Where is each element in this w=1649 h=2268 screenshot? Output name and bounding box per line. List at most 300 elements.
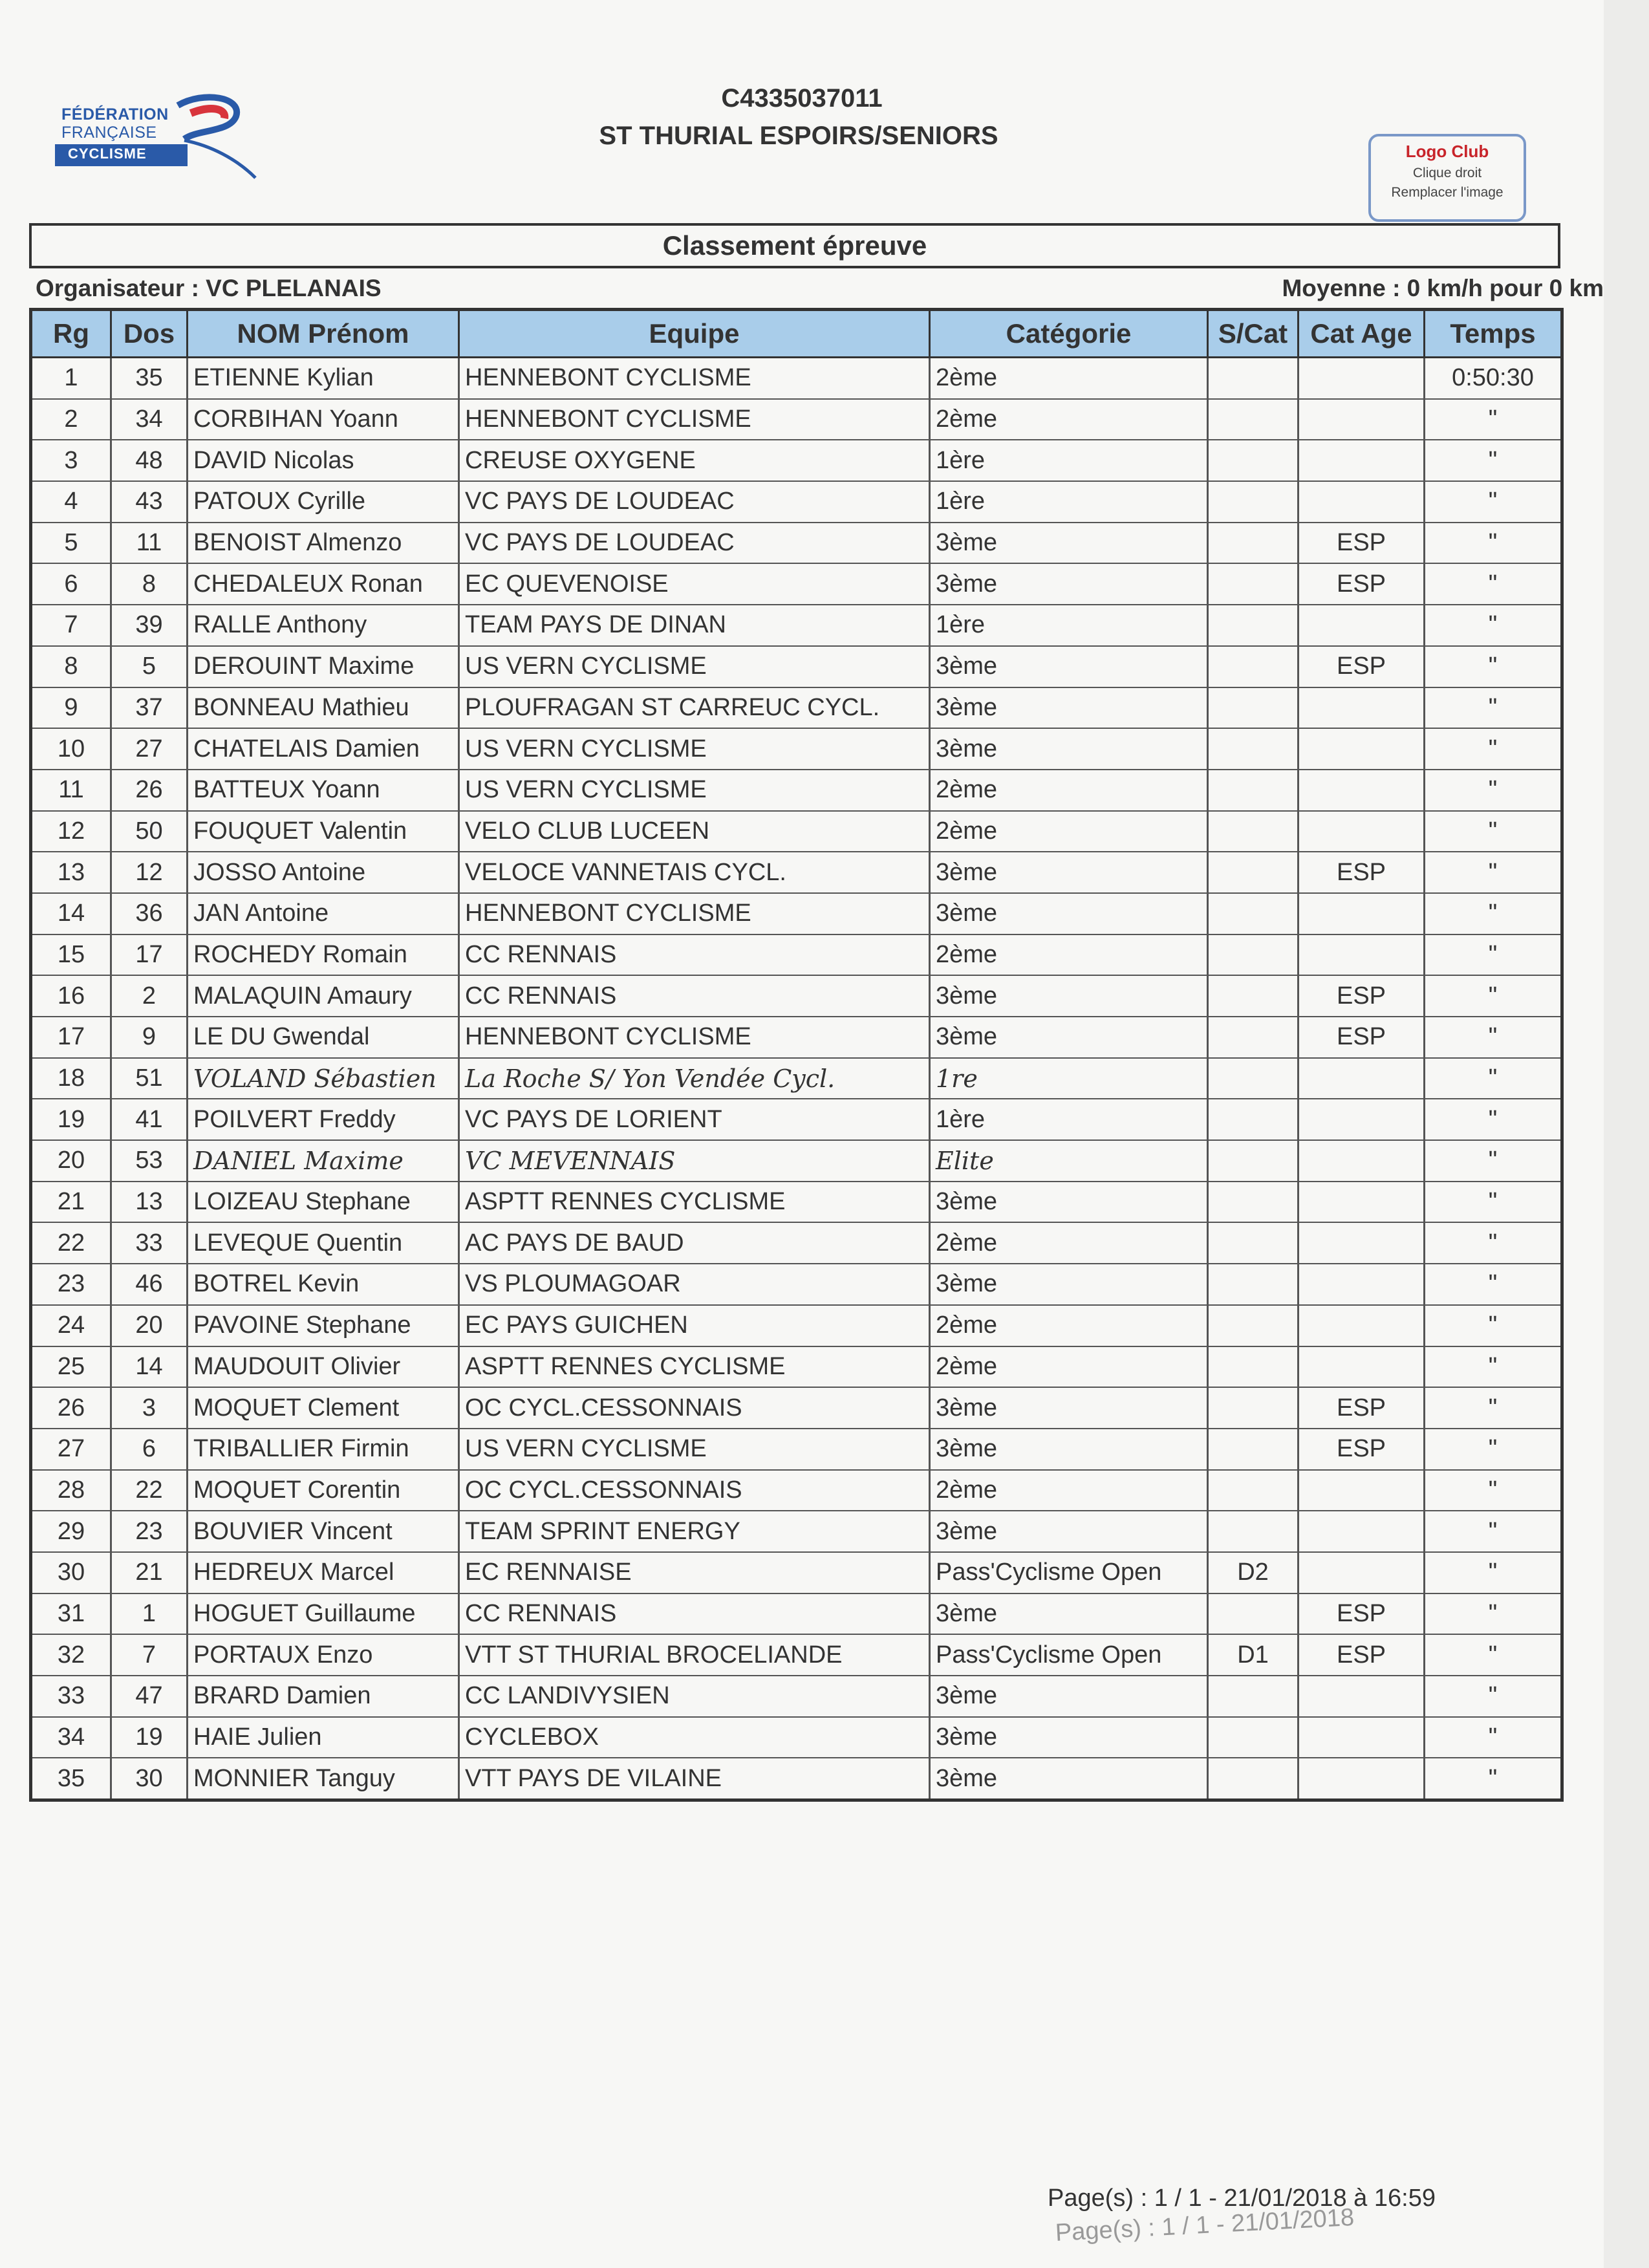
table-row <box>31 1099 1562 1140</box>
table-cell: 1ère <box>930 1099 1208 1140</box>
table-cell <box>1208 1758 1299 1800</box>
table-cell: CC LANDIVYSIEN <box>459 1676 930 1717</box>
table-cell: LOIZEAU Stephane <box>188 1182 459 1223</box>
table-cell <box>1208 481 1299 523</box>
table-cell <box>1299 605 1425 646</box>
table-cell <box>1208 1264 1299 1305</box>
table-cell: 0:50:30 <box>1425 358 1562 399</box>
table-cell: " <box>1425 1758 1562 1800</box>
table-cell <box>1208 358 1299 399</box>
table-row <box>31 1346 1562 1388</box>
table-cell: 24 <box>31 1305 111 1346</box>
table-cell: TEAM SPRINT ENERGY <box>459 1511 930 1552</box>
table-cell <box>1208 811 1299 852</box>
table-cell: 21 <box>31 1182 111 1223</box>
table-cell: BOTREL Kevin <box>188 1264 459 1305</box>
table-cell: 6 <box>111 1429 188 1470</box>
table-cell: 46 <box>111 1264 188 1305</box>
table-cell: US VERN CYCLISME <box>459 728 930 770</box>
table-cell <box>1299 1470 1425 1511</box>
table-cell: 37 <box>111 687 188 729</box>
table-cell: CORBIHAN Yoann <box>188 399 459 440</box>
table-cell: JAN Antoine <box>188 893 459 934</box>
table-row <box>31 1058 1562 1099</box>
table-row <box>31 605 1562 646</box>
table-cell: 10 <box>31 728 111 770</box>
column-header: Rg <box>31 310 111 358</box>
logo-club-title: Logo Club <box>1405 142 1489 161</box>
table-cell: " <box>1425 1511 1562 1552</box>
event-title: ST THURIAL ESPOIRS/SENIORS <box>599 122 998 150</box>
table-row <box>31 934 1562 976</box>
table-cell: 12 <box>111 852 188 893</box>
table-cell: 2ème <box>930 1470 1208 1511</box>
table-cell <box>1299 1182 1425 1223</box>
table-cell: VC MEVENNAIS <box>459 1140 930 1182</box>
table-row <box>31 523 1562 564</box>
table-cell: 3ème <box>930 1387 1208 1429</box>
table-cell: TRIBALLIER Firmin <box>188 1429 459 1470</box>
table-cell: 2ème <box>930 770 1208 811</box>
table-row <box>31 1305 1562 1346</box>
table-cell: 3ème <box>930 563 1208 605</box>
table-cell: BONNEAU Mathieu <box>188 687 459 729</box>
table-cell: BOUVIER Vincent <box>188 1511 459 1552</box>
logo-text-francaise: FRANÇAISE <box>61 124 157 142</box>
table-cell: VOLAND Sébastien <box>188 1058 459 1099</box>
table-cell: 5 <box>31 523 111 564</box>
table-cell <box>1208 1429 1299 1470</box>
table-cell: HENNEBONT CYCLISME <box>459 893 930 934</box>
table-cell: MOQUET Corentin <box>188 1470 459 1511</box>
table-cell: VELO CLUB LUCEEN <box>459 811 930 852</box>
table-cell: 3ème <box>930 1429 1208 1470</box>
table-cell: Pass'Cyclisme Open <box>930 1552 1208 1593</box>
table-cell: MAUDOUIT Olivier <box>188 1346 459 1388</box>
table-cell: EC PAYS GUICHEN <box>459 1305 930 1346</box>
table-row <box>31 563 1562 605</box>
table-cell: POILVERT Freddy <box>188 1099 459 1140</box>
table-cell: 23 <box>111 1511 188 1552</box>
table-cell: 4 <box>31 481 111 523</box>
table-cell: 29 <box>31 1511 111 1552</box>
table-cell <box>1208 1017 1299 1058</box>
table-cell: ESP <box>1299 1017 1425 1058</box>
table-cell: 14 <box>31 893 111 934</box>
table-cell: 3ème <box>930 1676 1208 1717</box>
table-cell: 2ème <box>930 811 1208 852</box>
table-cell: " <box>1425 687 1562 729</box>
table-cell <box>1299 728 1425 770</box>
table-cell: ESP <box>1299 523 1425 564</box>
table-cell: VTT ST THURIAL BROCELIANDE <box>459 1634 930 1676</box>
table-cell: 26 <box>111 770 188 811</box>
table-cell: HAIE Julien <box>188 1717 459 1758</box>
table-row <box>31 1222 1562 1264</box>
table-cell: TEAM PAYS DE DINAN <box>459 605 930 646</box>
table-header-row <box>31 310 1562 358</box>
table-cell: 18 <box>31 1058 111 1099</box>
table-cell <box>1208 563 1299 605</box>
table-cell: MOQUET Clement <box>188 1387 459 1429</box>
table-cell <box>1299 1717 1425 1758</box>
table-cell: 2 <box>31 399 111 440</box>
table-row <box>31 852 1562 893</box>
table-row <box>31 646 1562 687</box>
table-cell: PORTAUX Enzo <box>188 1634 459 1676</box>
table-cell <box>1208 1717 1299 1758</box>
table-cell <box>1299 358 1425 399</box>
table-cell: ESP <box>1299 1429 1425 1470</box>
column-header: Catégorie <box>930 310 1208 358</box>
table-cell: 23 <box>31 1264 111 1305</box>
table-cell <box>1299 893 1425 934</box>
table-cell: 3ème <box>930 1717 1208 1758</box>
table-cell: ASPTT RENNES CYCLISME <box>459 1346 930 1388</box>
table-cell <box>1208 975 1299 1017</box>
table-cell: 27 <box>31 1429 111 1470</box>
table-cell: 5 <box>111 646 188 687</box>
table-row <box>31 440 1562 481</box>
table-cell: 14 <box>111 1346 188 1388</box>
table-cell <box>1299 1140 1425 1182</box>
table-cell <box>1299 1511 1425 1552</box>
table-cell: US VERN CYCLISME <box>459 1429 930 1470</box>
table-cell: VC PAYS DE LORIENT <box>459 1099 930 1140</box>
table-cell: " <box>1425 1058 1562 1099</box>
table-cell: ESP <box>1299 975 1425 1017</box>
table-cell: 47 <box>111 1676 188 1717</box>
table-cell: 1 <box>31 358 111 399</box>
table-cell: " <box>1425 934 1562 976</box>
results-table <box>29 308 1564 1802</box>
table-cell: 15 <box>31 934 111 976</box>
average-speed: Moyenne : 0 km/h pour 0 km <box>1282 275 1604 301</box>
logo-club-placeholder <box>1368 134 1526 222</box>
table-cell: LEVEQUE Quentin <box>188 1222 459 1264</box>
table-cell: 17 <box>111 934 188 976</box>
table-cell: EC QUEVENOISE <box>459 563 930 605</box>
logo-text-federation: FÉDÉRATION <box>61 105 169 124</box>
table-cell <box>1208 1140 1299 1182</box>
table-cell: BENOIST Almenzo <box>188 523 459 564</box>
table-cell <box>1299 770 1425 811</box>
table-cell: 25 <box>31 1346 111 1388</box>
column-header: Dos <box>111 310 188 358</box>
table-cell: JOSSO Antoine <box>188 852 459 893</box>
table-cell <box>1299 1058 1425 1099</box>
table-row <box>31 893 1562 934</box>
table-cell: 33 <box>111 1222 188 1264</box>
table-cell: 1ère <box>930 481 1208 523</box>
table-cell: 2ème <box>930 1346 1208 1388</box>
table-cell: OC CYCL.CESSONNAIS <box>459 1387 930 1429</box>
table-cell: VELOCE VANNETAIS CYCL. <box>459 852 930 893</box>
table-row <box>31 481 1562 523</box>
table-cell: 35 <box>111 358 188 399</box>
table-cell <box>1208 1593 1299 1635</box>
table-cell <box>1208 893 1299 934</box>
table-cell <box>1299 1099 1425 1140</box>
table-cell <box>1208 770 1299 811</box>
table-cell: 34 <box>111 399 188 440</box>
event-code: C4335037011 <box>721 84 883 113</box>
table-cell: 3ème <box>930 1264 1208 1305</box>
table-cell: " <box>1425 1676 1562 1717</box>
table-cell: 11 <box>111 523 188 564</box>
table-cell: HENNEBONT CYCLISME <box>459 399 930 440</box>
table-cell: 22 <box>111 1470 188 1511</box>
table-cell: " <box>1425 1387 1562 1429</box>
table-cell: EC RENNAISE <box>459 1552 930 1593</box>
table-cell: ESP <box>1299 1634 1425 1676</box>
table-cell: 2ème <box>930 1305 1208 1346</box>
table-row <box>31 1717 1562 1758</box>
scan-edge <box>1604 0 1649 2268</box>
column-header: Equipe <box>459 310 930 358</box>
table-cell: HENNEBONT CYCLISME <box>459 1017 930 1058</box>
table-row <box>31 1470 1562 1511</box>
table-cell: 3ème <box>930 646 1208 687</box>
table-cell: 30 <box>31 1552 111 1593</box>
table-cell: 53 <box>111 1140 188 1182</box>
table-cell: 8 <box>111 563 188 605</box>
table-cell: CC RENNAIS <box>459 975 930 1017</box>
table-cell <box>1208 1470 1299 1511</box>
table-row <box>31 1593 1562 1635</box>
table-cell <box>1299 811 1425 852</box>
table-cell: 8 <box>31 646 111 687</box>
table-row <box>31 1552 1562 1593</box>
table-row <box>31 1387 1562 1429</box>
table-cell: 1ère <box>930 605 1208 646</box>
table-cell: 7 <box>31 605 111 646</box>
table-cell <box>1208 1182 1299 1223</box>
column-header: S/Cat <box>1208 310 1299 358</box>
table-cell: 48 <box>111 440 188 481</box>
table-cell: DAVID Nicolas <box>188 440 459 481</box>
table-cell: 22 <box>31 1222 111 1264</box>
table-cell: 1re <box>930 1058 1208 1099</box>
table-cell <box>1299 399 1425 440</box>
table-cell: 12 <box>31 811 111 852</box>
table-cell: " <box>1425 1346 1562 1388</box>
table-cell: 3ème <box>930 1017 1208 1058</box>
table-cell: PATOUX Cyrille <box>188 481 459 523</box>
table-cell <box>1208 523 1299 564</box>
table-cell: La Roche S/ Yon Vendée Cycl. <box>459 1058 930 1099</box>
table-cell <box>1208 1387 1299 1429</box>
table-cell: VTT PAYS DE VILAINE <box>459 1758 930 1800</box>
table-cell: ETIENNE Kylian <box>188 358 459 399</box>
table-cell: 41 <box>111 1099 188 1140</box>
table-cell: " <box>1425 1264 1562 1305</box>
table-cell: 1ère <box>930 440 1208 481</box>
table-cell: OC CYCL.CESSONNAIS <box>459 1470 930 1511</box>
table-cell: 2ème <box>930 399 1208 440</box>
table-cell <box>1208 646 1299 687</box>
table-cell: D1 <box>1208 1634 1299 1676</box>
table-cell: 3ème <box>930 523 1208 564</box>
table-cell: 36 <box>111 893 188 934</box>
table-row <box>31 1511 1562 1552</box>
table-cell: " <box>1425 399 1562 440</box>
table-cell: 19 <box>31 1099 111 1140</box>
table-cell <box>1299 1222 1425 1264</box>
table-cell: 20 <box>31 1140 111 1182</box>
table-cell: 3ème <box>930 852 1208 893</box>
table-cell: 3ème <box>930 687 1208 729</box>
table-cell: 9 <box>31 687 111 729</box>
table-cell: 20 <box>111 1305 188 1346</box>
table-cell: BATTEUX Yoann <box>188 770 459 811</box>
table-cell: HEDREUX Marcel <box>188 1552 459 1593</box>
table-cell: CC RENNAIS <box>459 934 930 976</box>
table-cell: " <box>1425 1470 1562 1511</box>
table-cell: " <box>1425 1017 1562 1058</box>
table-cell <box>1208 852 1299 893</box>
table-cell: 30 <box>111 1758 188 1800</box>
table-cell: " <box>1425 893 1562 934</box>
table-row <box>31 1017 1562 1058</box>
table-cell: Pass'Cyclisme Open <box>930 1634 1208 1676</box>
table-cell: " <box>1425 646 1562 687</box>
table-cell <box>1299 1676 1425 1717</box>
table-cell: FOUQUET Valentin <box>188 811 459 852</box>
table-cell <box>1208 1305 1299 1346</box>
table-cell: 51 <box>111 1058 188 1099</box>
table-cell: 43 <box>111 481 188 523</box>
table-cell: CYCLEBOX <box>459 1717 930 1758</box>
table-row <box>31 358 1562 399</box>
table-cell: " <box>1425 1593 1562 1635</box>
table-cell: " <box>1425 1717 1562 1758</box>
table-cell: 2 <box>111 975 188 1017</box>
table-cell: HENNEBONT CYCLISME <box>459 358 930 399</box>
table-cell: 3ème <box>930 1182 1208 1223</box>
table-cell <box>1299 440 1425 481</box>
table-cell: 2ème <box>930 934 1208 976</box>
table-cell: PAVOINE Stephane <box>188 1305 459 1346</box>
table-cell: ESP <box>1299 1593 1425 1635</box>
table-cell: 31 <box>31 1593 111 1635</box>
table-cell: 3ème <box>930 1758 1208 1800</box>
table-cell: 32 <box>31 1634 111 1676</box>
table-cell: US VERN CYCLISME <box>459 770 930 811</box>
table-row <box>31 1429 1562 1470</box>
table-cell: ESP <box>1299 563 1425 605</box>
column-header: Cat Age <box>1299 310 1425 358</box>
table-cell: CC RENNAIS <box>459 1593 930 1635</box>
table-cell: BRARD Damien <box>188 1676 459 1717</box>
table-cell: ESP <box>1299 646 1425 687</box>
table-cell: VC PAYS DE LOUDEAC <box>459 481 930 523</box>
table-cell: CHEDALEUX Ronan <box>188 563 459 605</box>
table-cell <box>1299 687 1425 729</box>
table-cell <box>1299 1758 1425 1800</box>
table-cell <box>1299 481 1425 523</box>
table-cell: DEROUINT Maxime <box>188 646 459 687</box>
table-cell: 26 <box>31 1387 111 1429</box>
table-cell <box>1299 1264 1425 1305</box>
table-row <box>31 728 1562 770</box>
column-header: Temps <box>1425 310 1562 358</box>
table-cell <box>1208 440 1299 481</box>
organizer: Organisateur : VC PLELANAIS <box>36 275 382 301</box>
table-row <box>31 399 1562 440</box>
table-cell: " <box>1425 1429 1562 1470</box>
table-cell: " <box>1425 975 1562 1017</box>
table-cell: 3ème <box>930 893 1208 934</box>
table-cell: 21 <box>111 1552 188 1593</box>
table-cell: Elite <box>930 1140 1208 1182</box>
table-cell <box>1208 1222 1299 1264</box>
table-cell: CHATELAIS Damien <box>188 728 459 770</box>
table-row <box>31 1676 1562 1717</box>
page-footer-ghost: Page(s) : 1 / 1 - 21/01/2018 <box>1054 2203 1355 2247</box>
table-cell: 39 <box>111 605 188 646</box>
table-cell: 7 <box>111 1634 188 1676</box>
table-cell: 3 <box>31 440 111 481</box>
table-cell <box>1208 605 1299 646</box>
table-cell: ROCHEDY Romain <box>188 934 459 976</box>
table-cell <box>1299 934 1425 976</box>
table-cell: " <box>1425 852 1562 893</box>
table-row <box>31 1264 1562 1305</box>
table-row <box>31 1182 1562 1223</box>
table-cell: " <box>1425 1182 1562 1223</box>
table-cell: " <box>1425 1305 1562 1346</box>
table-cell: 50 <box>111 811 188 852</box>
table-cell: 6 <box>31 563 111 605</box>
table-cell: DANIEL Maxime <box>188 1140 459 1182</box>
table-cell: 3ème <box>930 1593 1208 1635</box>
table-cell: " <box>1425 440 1562 481</box>
table-cell: LE DU Gwendal <box>188 1017 459 1058</box>
table-cell: 3ème <box>930 728 1208 770</box>
table-cell: 35 <box>31 1758 111 1800</box>
table-row <box>31 687 1562 729</box>
table-cell: " <box>1425 563 1562 605</box>
table-cell: " <box>1425 605 1562 646</box>
column-header: NOM Prénom <box>188 310 459 358</box>
table-cell: " <box>1425 523 1562 564</box>
table-cell <box>1299 1346 1425 1388</box>
table-cell <box>1299 1305 1425 1346</box>
table-cell: 13 <box>31 852 111 893</box>
table-row <box>31 1634 1562 1676</box>
table-cell <box>1208 1058 1299 1099</box>
table-cell: ESP <box>1299 852 1425 893</box>
table-cell: 3ème <box>930 975 1208 1017</box>
table-cell: 2ème <box>930 358 1208 399</box>
table-cell: CREUSE OXYGENE <box>459 440 930 481</box>
table-cell: 11 <box>31 770 111 811</box>
table-row <box>31 1758 1562 1800</box>
table-cell: 2ème <box>930 1222 1208 1264</box>
table-cell: 17 <box>31 1017 111 1058</box>
table-cell <box>1208 1511 1299 1552</box>
table-cell: " <box>1425 1552 1562 1593</box>
table-cell: 16 <box>31 975 111 1017</box>
table-cell: " <box>1425 1222 1562 1264</box>
table-cell: MONNIER Tanguy <box>188 1758 459 1800</box>
table-cell: VS PLOUMAGOAR <box>459 1264 930 1305</box>
table-cell: ASPTT RENNES CYCLISME <box>459 1182 930 1223</box>
table-cell: 3ème <box>930 1511 1208 1552</box>
table-cell: MALAQUIN Amaury <box>188 975 459 1017</box>
table-cell: " <box>1425 770 1562 811</box>
